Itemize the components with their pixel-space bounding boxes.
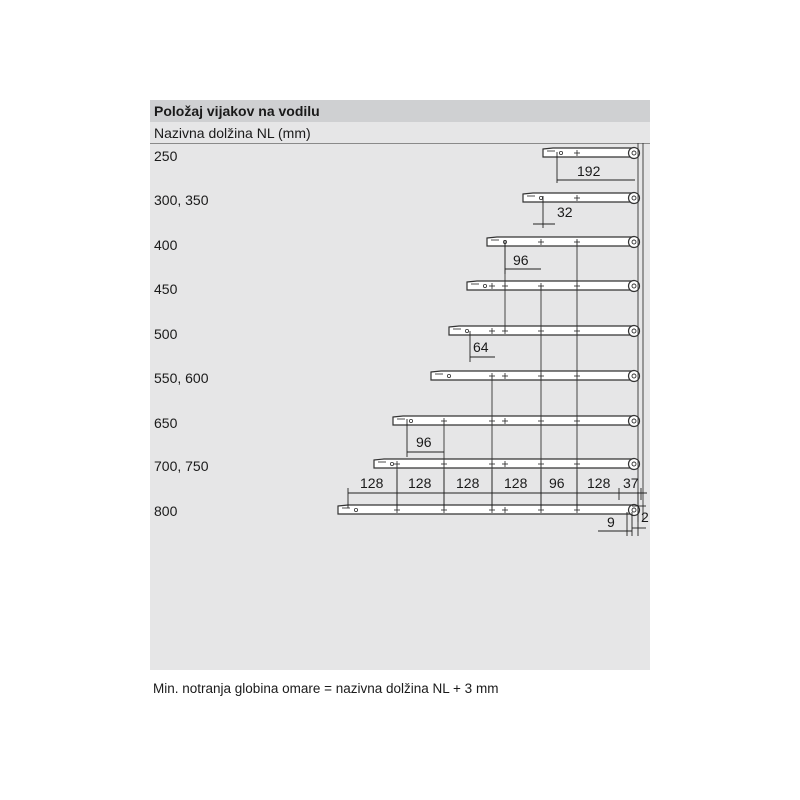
row-label-400: 400 bbox=[154, 237, 178, 253]
dim-label-192: 192 bbox=[577, 163, 601, 179]
dim-label-32: 32 bbox=[557, 204, 573, 220]
runner-rail bbox=[431, 371, 640, 382]
row-label-550-600: 550, 600 bbox=[154, 370, 209, 386]
runner-rail bbox=[374, 459, 640, 470]
dim-label-64: 64 bbox=[473, 339, 489, 355]
dim-label-9: 9 bbox=[607, 514, 615, 530]
runner-rail bbox=[543, 148, 640, 159]
dim-label-128-1: 128 bbox=[360, 475, 384, 491]
dim-label-128-3: 128 bbox=[456, 475, 480, 491]
runner-rail bbox=[487, 237, 640, 248]
row-label-800: 800 bbox=[154, 503, 178, 519]
row-label-500: 500 bbox=[154, 326, 178, 342]
rail-body bbox=[393, 416, 632, 425]
rail-body bbox=[431, 371, 632, 380]
runner-rail bbox=[338, 505, 640, 516]
row-label-700-750: 700, 750 bbox=[154, 458, 209, 474]
row-label-300-350: 300, 350 bbox=[154, 192, 209, 208]
rail-body bbox=[374, 459, 632, 468]
row-label-650: 650 bbox=[154, 415, 178, 431]
row-label-250: 250 bbox=[154, 148, 178, 164]
rail-body bbox=[487, 237, 632, 246]
rail-body bbox=[543, 148, 632, 157]
table-header: Položaj vijakov na vodilu bbox=[150, 100, 650, 122]
dimension-lines bbox=[348, 152, 649, 536]
row-label-450: 450 bbox=[154, 281, 178, 297]
dim-label-2: 2 bbox=[641, 509, 649, 525]
dim-label-96-lower: 96 bbox=[416, 434, 432, 450]
runner-rails bbox=[338, 148, 640, 516]
rail-body bbox=[449, 326, 632, 335]
runner-rail bbox=[523, 193, 640, 204]
runner-rail bbox=[449, 326, 640, 337]
rail-body bbox=[338, 505, 632, 514]
dim-label-96-upper: 96 bbox=[513, 252, 529, 268]
dim-label-128-5: 128 bbox=[587, 475, 611, 491]
runner-rail bbox=[393, 416, 640, 427]
dim-label-96-chain: 96 bbox=[549, 475, 565, 491]
runner-rail bbox=[467, 281, 640, 292]
dim-label-128-4: 128 bbox=[504, 475, 528, 491]
column-header: Nazivna dolžina NL (mm) bbox=[154, 125, 311, 141]
footnote: Min. notranja globina omare = nazivna dolžina NL + 3 mm bbox=[153, 681, 499, 696]
dim-label-128-2: 128 bbox=[408, 475, 432, 491]
dim-label-37: 37 bbox=[623, 475, 639, 491]
